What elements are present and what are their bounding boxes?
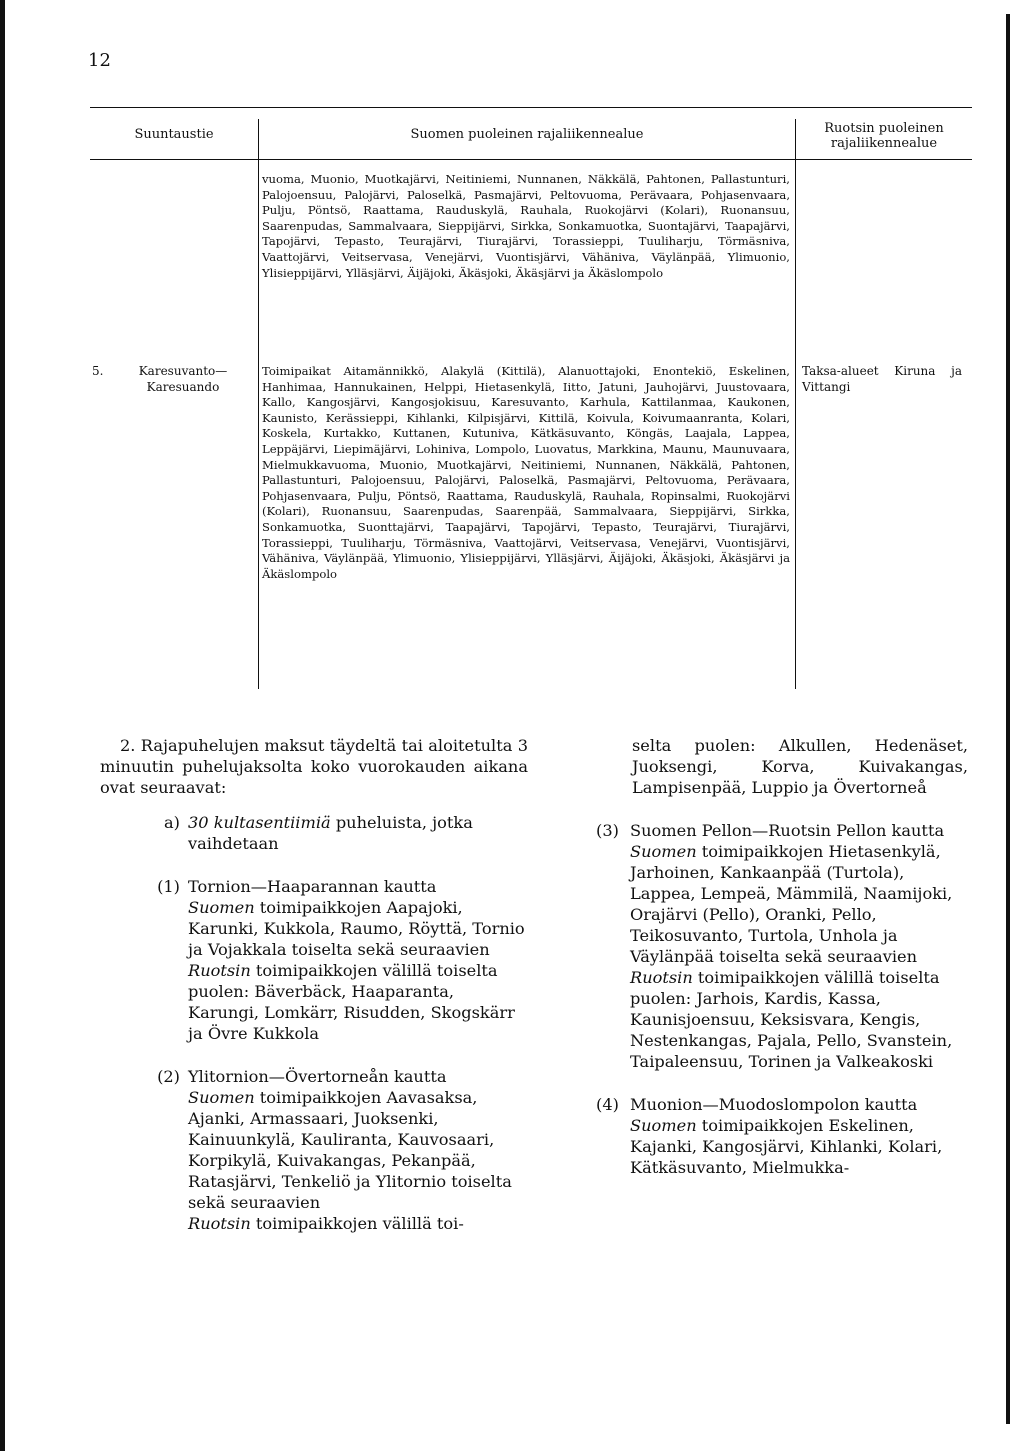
page-right-border [1006,14,1010,1424]
item-fi-emphasis: Suomen [188,898,255,917]
item-fi-emphasis: Suomen [188,1088,255,1107]
list-item [100,876,528,1044]
item-fi-text: toimipaikkojen Aapajoki, Karunki, Kukkola, Raumo, Röyttä, Tornio ja Vojakkala toiselta sekä seuraavien [188,898,525,959]
header-finnish-area: Suomen puoleinen rajaliikennealue [410,127,644,142]
item-body [188,876,528,1044]
item-fi-text: toimipaikkojen Hietasenkylä, Jarhoinen, Kankaanpää (Turtola), Lappea, Lempeä, Mämmilä, Naamijoki, Orajärvi (Pello), Oranki, Pello, Teikosuvanto, Turtola, Unhola ja Väylänpää toiselta sekä seuraavien [630,842,953,966]
item-se-text: toimipaikkojen välillä toiselta puolen: Bäverbäck, Haaparanta, Karungi, Lomkärr, Risudden, Skogskärr ja Övre Kukkola [188,961,515,1043]
table-column-divider [258,119,259,689]
item-label: (3) [596,821,619,840]
table-row-route [90,364,258,395]
list-item [596,820,968,1072]
table-cell-finnish-places: Toimipaikat Aitamännikkö, Alakylä (Kittilä), Alanuottajoki, Enontekiö, Eskelinen, Hanhimaa, Hannukainen, Helppi, Hietasenkylä, Iitto, Jatuni, Jauhojärvi, Juustovaara, Kallo, Kangosjärvi, Kangosjokisuu, Karesuvanto, Karhula, Kattilanmaa, Kaukonen, Kaunisto, Kerässieppi, Kihlanki, Kilpisjärvi, Kittilä, Koivula, Koivumaanranta, Kolari, Koskela, Kurtakko, Kuttanen, Kutuniva, Kätkäsuvanto, Köngäs, Laajala, Lappea, Leppäjärvi, Liepimäjärvi, Lohiniva, Lompolo, Luovatus, Markkina, Maunu, Maunuvaara, Mielmukkavuoma, Muonio, Muotkajärvi, Neitiniemi, Nunnanen, Näkkälä, Pahtonen, Pallastunturi, Palojoensuu, Palojärvi, Paloselkä, Pasmajärvi, Peltovuoma, Perävaara, Pohjasenvaara, Pulju, Pöntsö, Raattama, Rauduskylä, Rauhala, Ropinsalmi, Ruokojärvi (Kolari), Ruonansuu, Saarenpudas, Saarenpää, Sammalvaara, Sieppijärvi, Sirkka, Sonkamuotka, Suonttajärvi, Taapajärvi, Tapojärvi, Tepasto, Teurajärvi, Tiurajärvi, Torassieppi, Tuuliharju, Törmäsniva, Vaattojärvi, Veitservasa, Venejärvi, Vuontisjärvi, Vähäniva, Väylänpää, Ylimuonio, Ylisieppijärvi, Ylläsjärvi, Äijäjoki, Äkäsjoki, Äkäsjärvi ja Äkäslompolo [262,364,790,581]
list-item [100,1066,528,1234]
item-se-emphasis: Ruotsin [630,968,693,987]
row-number: 5. [92,364,104,378]
item-se-text: toimipaikkojen välillä toi- [250,1214,464,1233]
clause-a-rest: puheluista, jotka vaihdetaan [188,813,473,853]
item-title: Suomen Pellon—Ruotsin Pellon kautta [630,821,945,840]
item-se-text: toimipaikkojen välillä toiselta puolen: Jarhois, Kardis, Kassa, Kaunisjoensuu, Keksisvara, Kengis, Nestenkangas, Pajala, Pello, Svanstein, Taipaleensuu, Torinen ja Valkeakoski [630,968,953,1071]
item-fi-emphasis: Suomen [630,842,697,861]
item-se-emphasis: Ruotsin [188,1214,251,1233]
clause-a-text [188,812,528,854]
row-route-name: Karesuvanto— Karesuando [138,364,228,394]
item-title: Tornion—Haaparannan kautta [188,877,437,896]
list-item [596,1094,968,1178]
table-top-rule [90,107,972,108]
header-route: Suuntaustie [134,127,214,142]
item-label: (2) [157,1067,180,1086]
page-edge-bar [0,0,5,1451]
page-number: 12 [88,50,111,71]
table-cell-finnish-continued: vuoma, Muonio, Muotkajärvi, Neitiniemi, Nunnanen, Näkkälä, Pahtonen, Pallastunturi, Palojoensuu, Palojärvi, Paloselkä, Pasmajärvi, Peltovuoma, Perävaara, Pohjasenvaara, Pulju, Pöntsö, Raattama, Rauduskylä, Rauhala, Ruokojärvi (Kolari), Ruonansuu, Saarenpudas, Sammalvaara, Sieppijärvi, Sirkka, Sonkamuotka, Suontajärvi, Taapajärvi, Tapojärvi, Tepasto, Teurajärvi, Tiurajärvi, Torassieppi, Tuuliharju, Törmäsniva, Vaattojärvi, Veitservasa, Venejärvi, Vuontisjärvi, Vähäniva, Väylänpää, Ylimuonio, Ylisieppijärvi, Ylläsjärvi, Äijäjoki, Äkäsjoki, Äkäsjärvi ja Äkäslompolo [262,172,790,280]
item-label: (1) [157,877,180,896]
table-header-rule [90,159,972,160]
intro-paragraph: 2. Rajapuhelujen maksut täydeltä tai aloitetulta 3 minuutin puhelujaksolta koko vuorokauden aikana ovat seuraavat: [100,736,528,797]
route-table [90,107,972,692]
continued-paragraph: selta puolen: Alkullen, Hedenäset, Juoksengi, Korva, Kuivakangas, Lampisenpää, Luppio ja Övertorneå [632,736,968,797]
item-body [630,820,968,1072]
item-fi-text: toimipaikkojen Eskelinen, Kajanki, Kangosjärvi, Kihlanki, Kolari, Kätkäsuvanto, Mielmukka- [630,1116,943,1177]
item-fi-emphasis: Suomen [630,1116,697,1135]
text-column-left [100,735,528,1234]
clause-a-emphasis: 30 kultasentiimiä [188,813,331,832]
item-body [188,1066,528,1234]
clause-a [100,812,528,854]
item-se-emphasis: Ruotsin [188,961,251,980]
clause-a-label: a) [164,813,180,832]
item-fi-text: toimipaikkojen Aavasaksa, Ajanki, Armassaari, Juoksenki, Kainuunkylä, Kauliranta, Kauvosaari, Korpikylä, Kuivakangas, Pekanpää, Ratasjärvi, Tenkeliö ja Ylitornio toiselta sekä seuraavien [188,1088,512,1212]
item-label: (4) [596,1095,619,1114]
table-column-divider [795,119,796,689]
item-title: Muonion—Muodoslompolon kautta [630,1095,918,1114]
table-cell-swedish-area: Taksa-alueet Kiruna ja Vittangi [802,364,962,394]
item-body [630,1094,968,1178]
header-swedish-area: Ruotsin puoleinen rajaliikennealue [824,121,944,151]
text-column-right [596,735,968,1178]
item-title: Ylitornion—Övertorneån kautta [188,1067,447,1086]
